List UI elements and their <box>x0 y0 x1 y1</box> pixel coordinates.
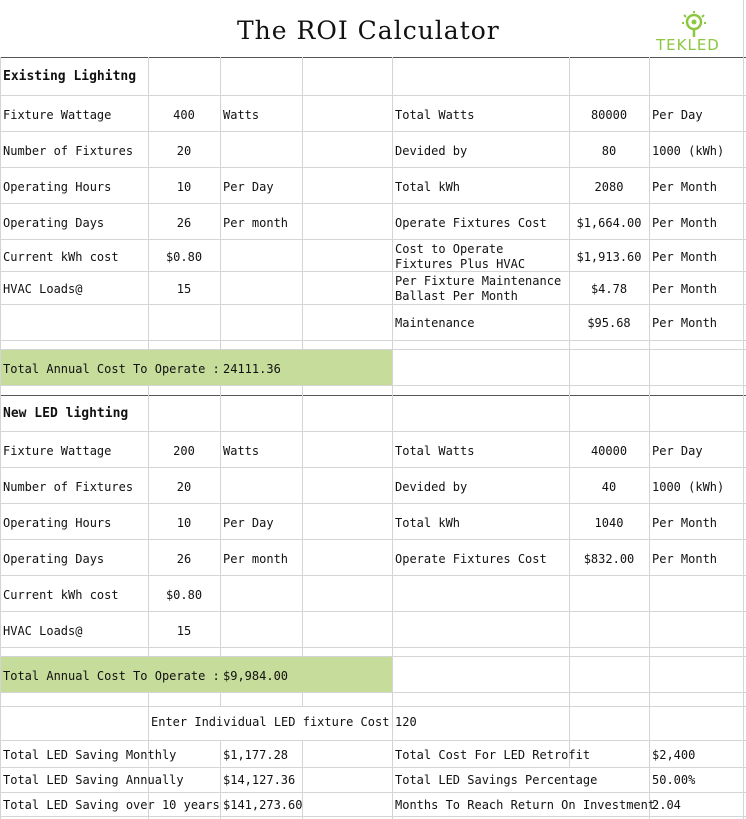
led-total-watts-unit: Per Day <box>652 444 703 458</box>
existing-fixture-wattage-value[interactable]: 400 <box>173 108 195 122</box>
led-kwh-cost-value[interactable]: $0.80 <box>165 588 203 602</box>
existing-fixture-wattage-label: Fixture Wattage <box>3 108 112 122</box>
existing-kwh-cost-value[interactable]: $0.80 <box>165 250 203 264</box>
page-title: The ROI Calculator <box>237 16 500 45</box>
existing-operate-cost-unit: Per Month <box>652 216 718 230</box>
existing-num-fixtures-label: Number of Fixtures <box>3 144 134 158</box>
existing-operating-days-label: Operating Days <box>3 216 105 230</box>
led-operating-days-unit: Per month <box>223 552 289 566</box>
led-operate-cost-label: Operate Fixtures Cost <box>395 552 547 566</box>
existing-total-watts-label: Total Watts <box>395 108 475 122</box>
existing-divided-by-unit: 1000 (kWh) <box>652 144 725 158</box>
existing-operating-hours-label: Operating Hours <box>3 180 112 194</box>
existing-maintenance-value: $95.68 <box>587 316 631 330</box>
existing-kwh-cost-label: Current kWh cost <box>3 250 119 264</box>
led-fixture-wattage-value[interactable]: 200 <box>173 444 195 458</box>
led-divided-by-label: Devided by <box>395 480 468 494</box>
saving-annually-label: Total LED Saving Annually <box>3 773 184 787</box>
existing-cost-plus-hvac-label: Cost to Operate Fixtures Plus HVAC <box>395 242 526 271</box>
led-total-watts-label: Total Watts <box>395 444 475 458</box>
led-divided-by-value: 40 <box>601 480 617 494</box>
existing-total-kwh-unit: Per Month <box>652 180 718 194</box>
existing-operating-hours-value[interactable]: 10 <box>176 180 192 194</box>
led-total-annual-value: $9,984.00 <box>223 669 289 683</box>
led-hvac-label: HVAC Loads@ <box>3 624 83 638</box>
saving-monthly-label: Total LED Saving Monthly <box>3 748 177 762</box>
existing-hvac-value[interactable]: 15 <box>176 282 192 296</box>
tekled-logo <box>652 10 738 54</box>
existing-cost-plus-hvac-unit: Per Month <box>652 250 718 264</box>
led-hvac-value[interactable]: 15 <box>176 624 192 638</box>
existing-operating-hours-unit: Per Day <box>223 180 274 194</box>
led-operating-hours-unit: Per Day <box>223 516 274 530</box>
existing-total-kwh-value: 2080 <box>594 180 624 194</box>
existing-cost-plus-hvac-value: $1,913.60 <box>576 250 642 264</box>
existing-operating-days-unit: Per month <box>223 216 289 230</box>
led-fixture-cost-input[interactable]: 120 <box>395 715 417 729</box>
existing-fixture-wattage-unit: Watts <box>223 108 260 122</box>
led-operate-cost-value: $832.00 <box>583 552 635 566</box>
existing-total-annual-value: 24111.36 <box>223 362 281 376</box>
existing-maintenance-ballast-value: $4.78 <box>590 282 628 296</box>
existing-divided-by-label: Devided by <box>395 144 468 158</box>
savings-percentage-label: Total LED Savings Percentage <box>395 773 598 787</box>
led-kwh-cost-label: Current kWh cost <box>3 588 119 602</box>
roi-months-label: Months To Reach Return On Investment <box>395 798 656 812</box>
existing-total-watts-unit: Per Day <box>652 108 703 122</box>
led-divided-by-unit: 1000 (kWh) <box>652 480 725 494</box>
roi-months-value: 2.04 <box>652 798 681 812</box>
retrofit-cost-value: $2,400 <box>652 748 696 762</box>
existing-maintenance-ballast-unit: Per Month <box>652 282 718 296</box>
existing-operate-cost-value: $1,664.00 <box>576 216 642 230</box>
existing-operate-cost-label: Operate Fixtures Cost <box>395 216 547 230</box>
saving-10-years-value: $141,273.60 <box>223 798 303 812</box>
led-total-watts-value: 40000 <box>590 444 628 458</box>
existing-maintenance-label: Maintenance <box>395 316 475 330</box>
saving-10-years-label: Total LED Saving over 10 years <box>3 798 220 812</box>
existing-maintenance-ballast-label: Per Fixture Maintenance Ballast Per Month <box>395 274 562 303</box>
led-num-fixtures-label: Number of Fixtures <box>3 480 134 494</box>
led-operating-days-value[interactable]: 26 <box>176 552 192 566</box>
led-section-header: New LED lighting <box>3 406 129 421</box>
led-num-fixtures-value[interactable]: 20 <box>176 480 192 494</box>
led-total-kwh-label: Total kWh <box>395 516 461 530</box>
led-operating-hours-label: Operating Hours <box>3 516 112 530</box>
led-operating-days-label: Operating Days <box>3 552 105 566</box>
existing-total-annual-label: Total Annual Cost To Operate : <box>3 362 220 376</box>
existing-total-watts-value: 80000 <box>590 108 628 122</box>
saving-monthly-value: $1,177.28 <box>223 748 289 762</box>
led-operating-hours-value[interactable]: 10 <box>176 516 192 530</box>
led-total-kwh-unit: Per Month <box>652 516 718 530</box>
led-total-annual-label: Total Annual Cost To Operate : <box>3 669 220 683</box>
led-fixture-wattage-label: Fixture Wattage <box>3 444 112 458</box>
existing-num-fixtures-value[interactable]: 20 <box>176 144 192 158</box>
led-fixture-wattage-unit: Watts <box>223 444 260 458</box>
existing-operating-days-value[interactable]: 26 <box>176 216 192 230</box>
existing-divided-by-value: 80 <box>601 144 617 158</box>
logo-text: TEKLED <box>656 36 720 54</box>
led-total-kwh-value: 1040 <box>594 516 624 530</box>
saving-annually-value: $14,127.36 <box>223 773 296 787</box>
existing-section-header: Existing Lighitng <box>3 69 137 84</box>
led-fixture-cost-label: Enter Individual LED fixture Cost <box>151 715 390 729</box>
savings-percentage-value: 50.00% <box>652 773 696 787</box>
retrofit-cost-label: Total Cost For LED Retrofit <box>395 748 591 762</box>
existing-maintenance-unit: Per Month <box>652 316 718 330</box>
existing-hvac-label: HVAC Loads@ <box>3 282 83 296</box>
existing-total-kwh-label: Total kWh <box>395 180 461 194</box>
led-operate-cost-unit: Per Month <box>652 552 718 566</box>
lightbulb-icon <box>679 10 709 38</box>
